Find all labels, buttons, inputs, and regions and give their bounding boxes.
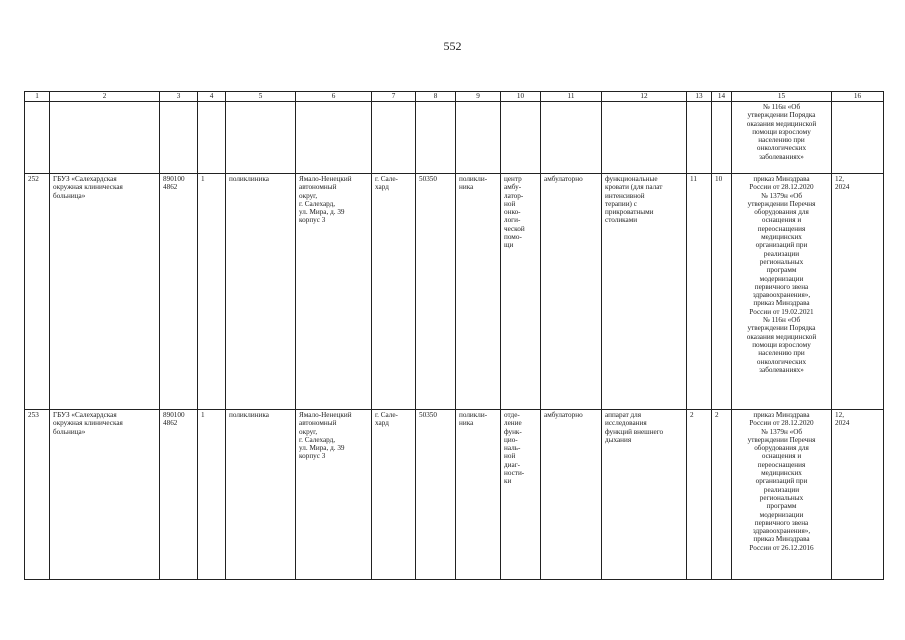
cell	[712, 102, 732, 174]
cell-line: помощи взрослому	[752, 340, 811, 349]
cell-line: региональных	[759, 493, 804, 502]
cell	[198, 102, 226, 174]
cell-line: г. Сале-	[375, 175, 398, 183]
registry-table	[24, 91, 884, 580]
cell-line: реализации	[763, 249, 800, 258]
cell: 2	[712, 410, 732, 580]
cell-line: 12,	[835, 175, 844, 183]
column-number: 4	[198, 92, 226, 102]
cell-line: № 116н «Об	[762, 103, 801, 111]
column-number: 5	[226, 92, 296, 102]
cell-line: оснащения и	[761, 452, 802, 461]
cell: 11	[687, 174, 712, 410]
cell-line: России от 28.12.2020	[749, 183, 814, 192]
column-number: 15	[732, 92, 832, 102]
cell-line: переоснащения	[757, 224, 806, 233]
column-number: 2	[50, 92, 160, 102]
cell-line: организаций при	[755, 477, 808, 486]
cell	[296, 102, 372, 174]
cell	[372, 174, 416, 410]
cell-line: ника	[459, 419, 474, 428]
cell-line: России от 26.12.2016	[749, 543, 814, 552]
cell-line: 2024	[835, 183, 850, 192]
cell	[732, 410, 832, 580]
cell-line: помощи взрослому	[752, 127, 811, 136]
cell-line: здравоохранения»,	[752, 291, 811, 300]
cell-line: корпус 3	[299, 216, 326, 225]
cell-line: больница»	[53, 427, 86, 436]
column-number: 6	[296, 92, 372, 102]
cell-line: населению при	[758, 349, 805, 358]
cell-line: диаг-	[504, 460, 521, 469]
cell	[602, 410, 687, 580]
table-row	[25, 174, 884, 410]
cell-line: окружная клиническая	[53, 419, 123, 428]
cell-line: модернизации	[759, 274, 804, 283]
cell-line: России от 19.02.2021	[749, 307, 814, 316]
cell-line: утверждении Порядка	[747, 324, 816, 333]
cell	[456, 174, 501, 410]
cell-line: оборудования для	[754, 444, 809, 453]
cell-line: 4862	[163, 419, 178, 428]
cell-line: программ	[766, 502, 797, 511]
cell-line: оборудования для	[754, 208, 809, 217]
cell-line: латор-	[504, 191, 524, 200]
cell-line: Ямало-Ненецкий	[299, 411, 352, 419]
column-number: 13	[687, 92, 712, 102]
cell-line: округ,	[299, 191, 318, 200]
table-row	[25, 410, 884, 580]
cell-line: оказания медицинской	[746, 332, 817, 341]
cell-line: Ямало-Ненецкий	[299, 175, 352, 183]
cell-line: оснащения и	[761, 216, 802, 225]
cell-line: отде-	[504, 411, 520, 419]
cell	[372, 102, 416, 174]
cell-line: амбу-	[504, 183, 522, 192]
cell	[602, 102, 687, 174]
cell-line: № 1379н «Об	[760, 427, 803, 436]
cell	[832, 410, 884, 580]
cell-line: щи	[504, 241, 514, 250]
cell-line: дыхания	[605, 435, 632, 444]
cell-line: первичного звена	[754, 518, 809, 527]
cell: амбулаторно	[541, 174, 602, 410]
cell-line: ника	[459, 183, 474, 192]
cell-line: терапии) с	[605, 199, 637, 208]
column-number: 16	[832, 92, 884, 102]
cell-line: 890100	[163, 175, 185, 183]
cell-line: г. Салехард,	[299, 199, 336, 208]
cell-line: наль-	[504, 444, 521, 453]
column-number: 14	[712, 92, 732, 102]
cell-line: корпус 3	[299, 452, 326, 461]
cell	[372, 410, 416, 580]
cell	[732, 174, 832, 410]
cell-line: логи-	[504, 216, 521, 225]
column-number: 3	[160, 92, 198, 102]
cell-line: г. Салехард,	[299, 435, 336, 444]
cell: поликлиника	[226, 410, 296, 580]
cell-line: медицинских	[761, 469, 802, 478]
cell	[416, 102, 456, 174]
cell-line: 12,	[835, 411, 844, 419]
cell: 253	[25, 410, 50, 580]
cell-line: кровати (для палат	[605, 183, 663, 192]
cell-line: ки	[504, 477, 512, 486]
cell: амбулаторно	[541, 410, 602, 580]
cell	[501, 102, 541, 174]
cell-line: хард	[375, 183, 389, 192]
cell: 1	[198, 410, 226, 580]
cell-line: функ-	[504, 427, 522, 436]
cell-line: приказ Минздрава	[753, 299, 810, 308]
cell: 1	[198, 174, 226, 410]
cell: 252	[25, 174, 50, 410]
cell-line: заболеваниях»	[759, 152, 804, 161]
cell-line: первичного звена	[754, 282, 809, 291]
cell-line: ческой	[504, 224, 525, 233]
cell-line: ной	[504, 199, 516, 208]
cell-line: исследования	[605, 419, 647, 428]
cell-line: приказ Минздрава	[753, 175, 810, 183]
cell-line: ной	[504, 452, 516, 461]
cell-line: г. Сале-	[375, 411, 398, 419]
cell-line: 890100	[163, 411, 185, 419]
cell-line: окружная клиническая	[53, 183, 123, 192]
cell-line: № 1379н «Об	[760, 191, 803, 200]
cell-line: оказания медицинской	[746, 119, 817, 128]
cell-line: России от 28.12.2020	[749, 419, 814, 428]
cell-line: автономный	[299, 419, 337, 428]
cell-line: региональных	[759, 257, 804, 266]
cell-line: автономный	[299, 183, 337, 192]
cell	[687, 102, 712, 174]
cell-line: больница»	[53, 191, 86, 200]
cell	[541, 102, 602, 174]
cell: 10	[712, 174, 732, 410]
cell-line: утверждении Порядка	[747, 111, 816, 120]
cell	[160, 102, 198, 174]
cell-line: заболеваниях»	[759, 365, 804, 374]
cell-line: приказ Минздрава	[753, 411, 810, 419]
cell	[456, 102, 501, 174]
header-row	[25, 92, 884, 102]
cell	[50, 410, 160, 580]
cell-line: аппарат для	[605, 411, 642, 419]
cell-line: модернизации	[759, 510, 804, 519]
cell-line: интенсивной	[605, 191, 645, 200]
cell-line: поликли-	[459, 411, 488, 419]
column-number: 12	[602, 92, 687, 102]
cell-line: ление	[504, 419, 522, 428]
cell	[501, 410, 541, 580]
cell-line: хард	[375, 419, 389, 428]
cell	[832, 102, 884, 174]
cell	[160, 410, 198, 580]
cell-line: организаций при	[755, 241, 808, 250]
column-number: 1	[25, 92, 50, 102]
cell: 50350	[416, 410, 456, 580]
column-number: 9	[456, 92, 501, 102]
cell-line: функциональные	[605, 175, 658, 183]
cell	[832, 174, 884, 410]
cell	[50, 174, 160, 410]
cell	[732, 102, 832, 174]
cell-line: 2024	[835, 419, 850, 428]
cell	[501, 174, 541, 410]
cell-line: переоснащения	[757, 460, 806, 469]
cell-line: помо-	[504, 233, 522, 242]
cell	[296, 410, 372, 580]
column-number: 10	[501, 92, 541, 102]
cell	[160, 174, 198, 410]
page-number: 552	[443, 39, 462, 53]
cell-line: ГБУЗ «Салехардская	[53, 411, 117, 419]
cell-line: ГБУЗ «Салехардская	[53, 175, 117, 183]
cell-line: приказ Минздрава	[753, 535, 810, 544]
cell-line: медицинских	[761, 233, 802, 242]
cell-line: здравоохранения»,	[752, 527, 811, 536]
cell-line: онкологических	[756, 357, 807, 366]
cell	[50, 102, 160, 174]
cell	[602, 174, 687, 410]
cell-line: онко-	[504, 208, 521, 217]
cell: 2	[687, 410, 712, 580]
cell-line: 4862	[163, 183, 178, 192]
cell-line: населению при	[758, 136, 805, 145]
column-number: 11	[541, 92, 602, 102]
cell-line: утверждении Перечня	[747, 199, 816, 208]
cell-line: онкологических	[756, 144, 807, 153]
cell-line: ул. Мира, д. 39	[299, 444, 345, 453]
cell-line: функций внешнего	[605, 427, 664, 436]
cell-line: ности-	[504, 469, 525, 478]
cell-line: поликли-	[459, 175, 488, 183]
cell-line: столиками	[605, 216, 638, 225]
cell-line: округ,	[299, 427, 318, 436]
cell: поликлиника	[226, 174, 296, 410]
cell	[296, 174, 372, 410]
cell-line: утверждении Перечня	[747, 435, 816, 444]
cell: 50350	[416, 174, 456, 410]
cell	[456, 410, 501, 580]
cell-line: прикроватными	[605, 208, 654, 217]
column-number: 7	[372, 92, 416, 102]
table-row	[25, 102, 884, 174]
cell-line: № 116н «Об	[762, 316, 801, 325]
cell	[25, 102, 50, 174]
cell-line: реализации	[763, 485, 800, 494]
column-number: 8	[416, 92, 456, 102]
cell-line: ул. Мира, д. 39	[299, 208, 345, 217]
cell-line: цио-	[504, 435, 518, 444]
cell-line: центр	[504, 175, 522, 183]
cell	[226, 102, 296, 174]
cell-line: программ	[766, 266, 797, 275]
